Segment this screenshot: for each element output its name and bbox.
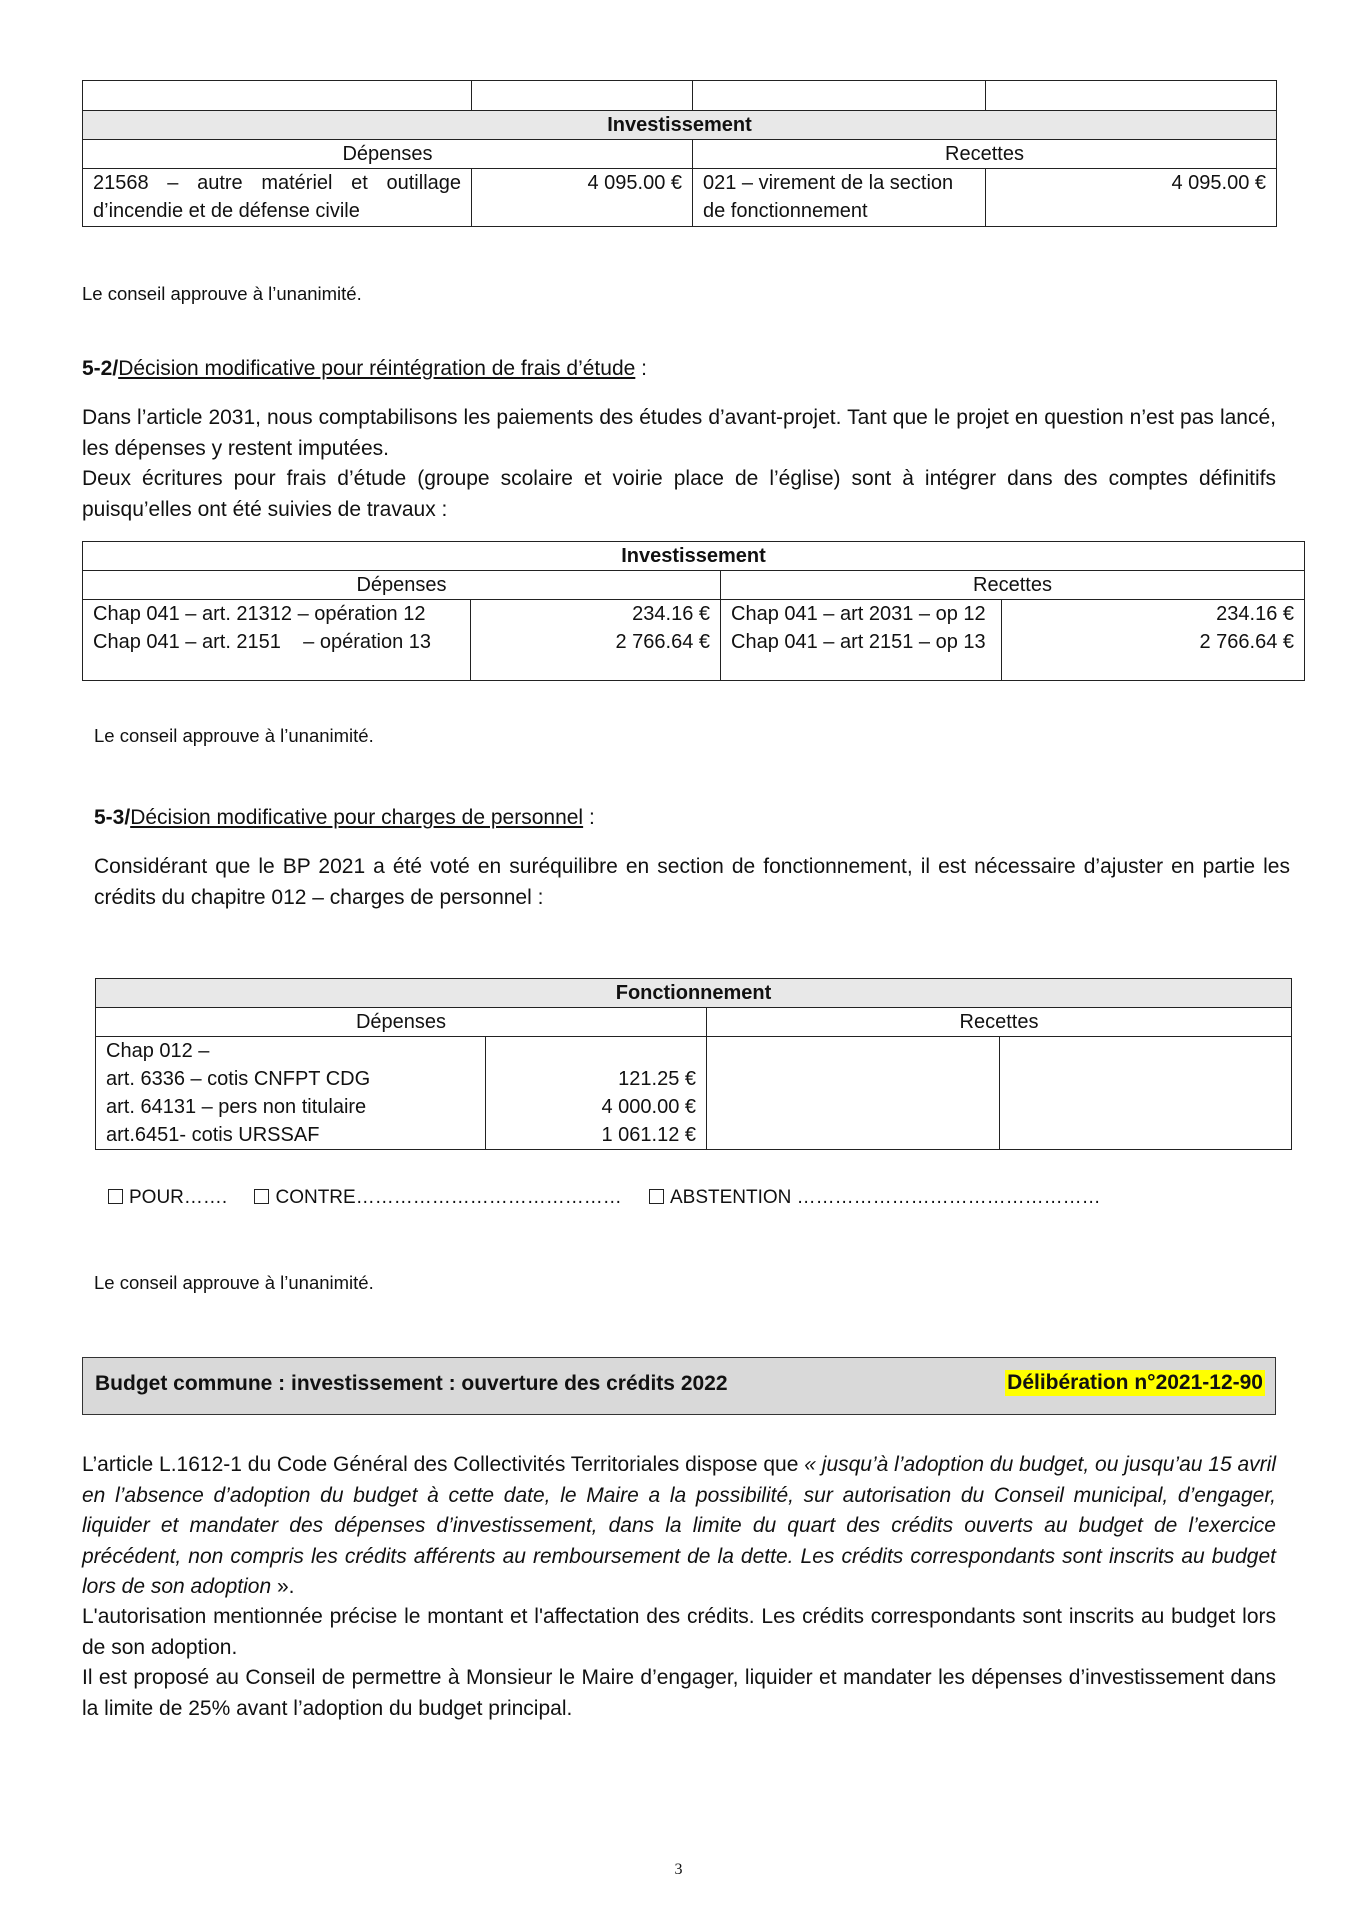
- depenses-header: Dépenses: [83, 571, 721, 600]
- recettes-header: Recettes: [707, 1008, 1292, 1037]
- deliberation-banner: [82, 1357, 1276, 1415]
- depense-amount: 4 095.00 €: [472, 169, 693, 227]
- approval-text: Le conseil approuve à l’unanimité.: [82, 283, 362, 304]
- recette-items: [721, 600, 1002, 681]
- recette-amounts: [1002, 600, 1305, 681]
- recettes-header: Recettes: [693, 140, 1277, 169]
- recette-amount: 2 766.64 €: [1199, 631, 1295, 653]
- depenses-header: Dépenses: [83, 140, 693, 169]
- checkbox-icon[interactable]: [108, 1189, 123, 1204]
- table-header: Investissement: [83, 111, 1277, 140]
- depense-line: art. 6336 – cotis CNFPT CDG: [106, 1068, 371, 1090]
- depense-amount: 4 000.00 €: [601, 1096, 696, 1118]
- page-number: 3: [674, 1861, 683, 1878]
- investissement-table-1: [82, 80, 1277, 227]
- vote-options: [108, 1187, 1123, 1209]
- depense-items: [83, 600, 471, 681]
- recette-item: 021 – virement de la section de fonctionnement: [693, 169, 986, 227]
- article-para-2: L'autorisation mentionnée précise le montant et l'affectation des crédits. Les crédits correspondants sont inscrits au budget lors de son adoption.: [82, 1605, 1276, 1659]
- deliberation-number: Délibération n°2021-12-90: [1007, 1371, 1263, 1394]
- depense-line: art.6451- cotis URSSAF: [106, 1124, 320, 1146]
- recettes-header: Recettes: [721, 571, 1305, 600]
- depense-amounts: [486, 1037, 707, 1150]
- recette-amount: 234.16 €: [1216, 603, 1295, 625]
- depense-amount: 234.16 €: [632, 603, 710, 625]
- section-5-2-para-1: Dans l’article 2031, nous comptabilisons les paiements des études d’avant-projet. Tant que le projet en question n’est pas lancé, les dépenses y restent imputées.: [82, 406, 1276, 460]
- checkbox-icon[interactable]: [254, 1189, 269, 1204]
- depense-line: art. 64131 – pers non titulaire: [106, 1096, 367, 1118]
- depense-line: Chap 041 – art. 21312 – opération 12: [93, 603, 426, 625]
- section-heading-5-3: 5-3/Décision modificative pour charges de personnel :: [94, 806, 595, 829]
- depense-line: Chap 041 – art. 2151 – opération 13: [93, 631, 432, 653]
- vote-pour[interactable]: POUR…….: [108, 1187, 227, 1208]
- depenses-header: Dépenses: [96, 1008, 707, 1037]
- approval-text: Le conseil approuve à l’unanimité.: [94, 1272, 374, 1293]
- section-heading-5-2: 5-2/Décision modificative pour réintégration de frais d’étude :: [82, 357, 647, 380]
- fonctionnement-table: [95, 978, 1292, 1150]
- article-para-1: L’article L.1612-1 du Code Général des Collectivités Territoriales dispose que « jusqu’à l’adoption du budget, ou jusqu’au 15 avril en l’absence d’adoption du budget à cette date, le Maire a la possibilité, sur autorisation du Conseil municipal, d’engager, liquider et mandater des dépenses d’investissement, dans la limite du quart des crédits ouverts au budget de l’exercice précédent, non compris les crédits afférents au remboursement de la dette. Les crédits correspondants sont inscrits au budget lors de son adoption ».: [82, 1453, 1277, 1598]
- section-5-3-para: Considérant que le BP 2021 a été voté en suréquilibre en section de fonctionnement, il est nécessaire d’ajuster en partie les crédits du chapitre 012 – charges de personnel :: [94, 855, 1290, 909]
- recette-amount: 4 095.00 €: [986, 169, 1277, 227]
- checkbox-icon[interactable]: [649, 1189, 664, 1204]
- vote-contre[interactable]: CONTRE……………………………………: [254, 1187, 621, 1208]
- table-header: Investissement: [83, 542, 1305, 571]
- vote-abstention[interactable]: ABSTENTION …………………………………………: [649, 1187, 1101, 1208]
- section-5-2-para-2: Deux écritures pour frais d’étude (groupe scolaire et voirie place de l’église) sont à intégrer dans des comptes définitifs puisqu’elles ont été suivies de travaux :: [82, 467, 1276, 521]
- depense-amount: 2 766.64 €: [615, 631, 710, 653]
- approval-text: Le conseil approuve à l’unanimité.: [94, 725, 374, 746]
- depense-amounts: [471, 600, 721, 681]
- investissement-table-2: [82, 541, 1305, 681]
- depense-amount: 121.25 €: [618, 1068, 696, 1090]
- depense-items: [96, 1037, 486, 1150]
- recette-line: Chap 041 – art 2151 – op 13: [731, 631, 986, 653]
- chapter-label: Chap 012 –: [106, 1040, 210, 1062]
- depense-item: 21568 – autre matériel et outillage d’incendie et de défense civile: [83, 169, 472, 227]
- table-header: Fonctionnement: [96, 979, 1292, 1008]
- recette-line: Chap 041 – art 2031 – op 12: [731, 603, 986, 625]
- depense-amount: 1 061.12 €: [601, 1124, 696, 1146]
- article-para-3: Il est proposé au Conseil de permettre à Monsieur le Maire d’engager, liquider et mandater les dépenses d’investissement dans la limite de 25% avant l’adoption du budget principal.: [82, 1666, 1276, 1720]
- deliberation-title: Budget commune : investissement : ouverture des crédits 2022: [95, 1372, 728, 1395]
